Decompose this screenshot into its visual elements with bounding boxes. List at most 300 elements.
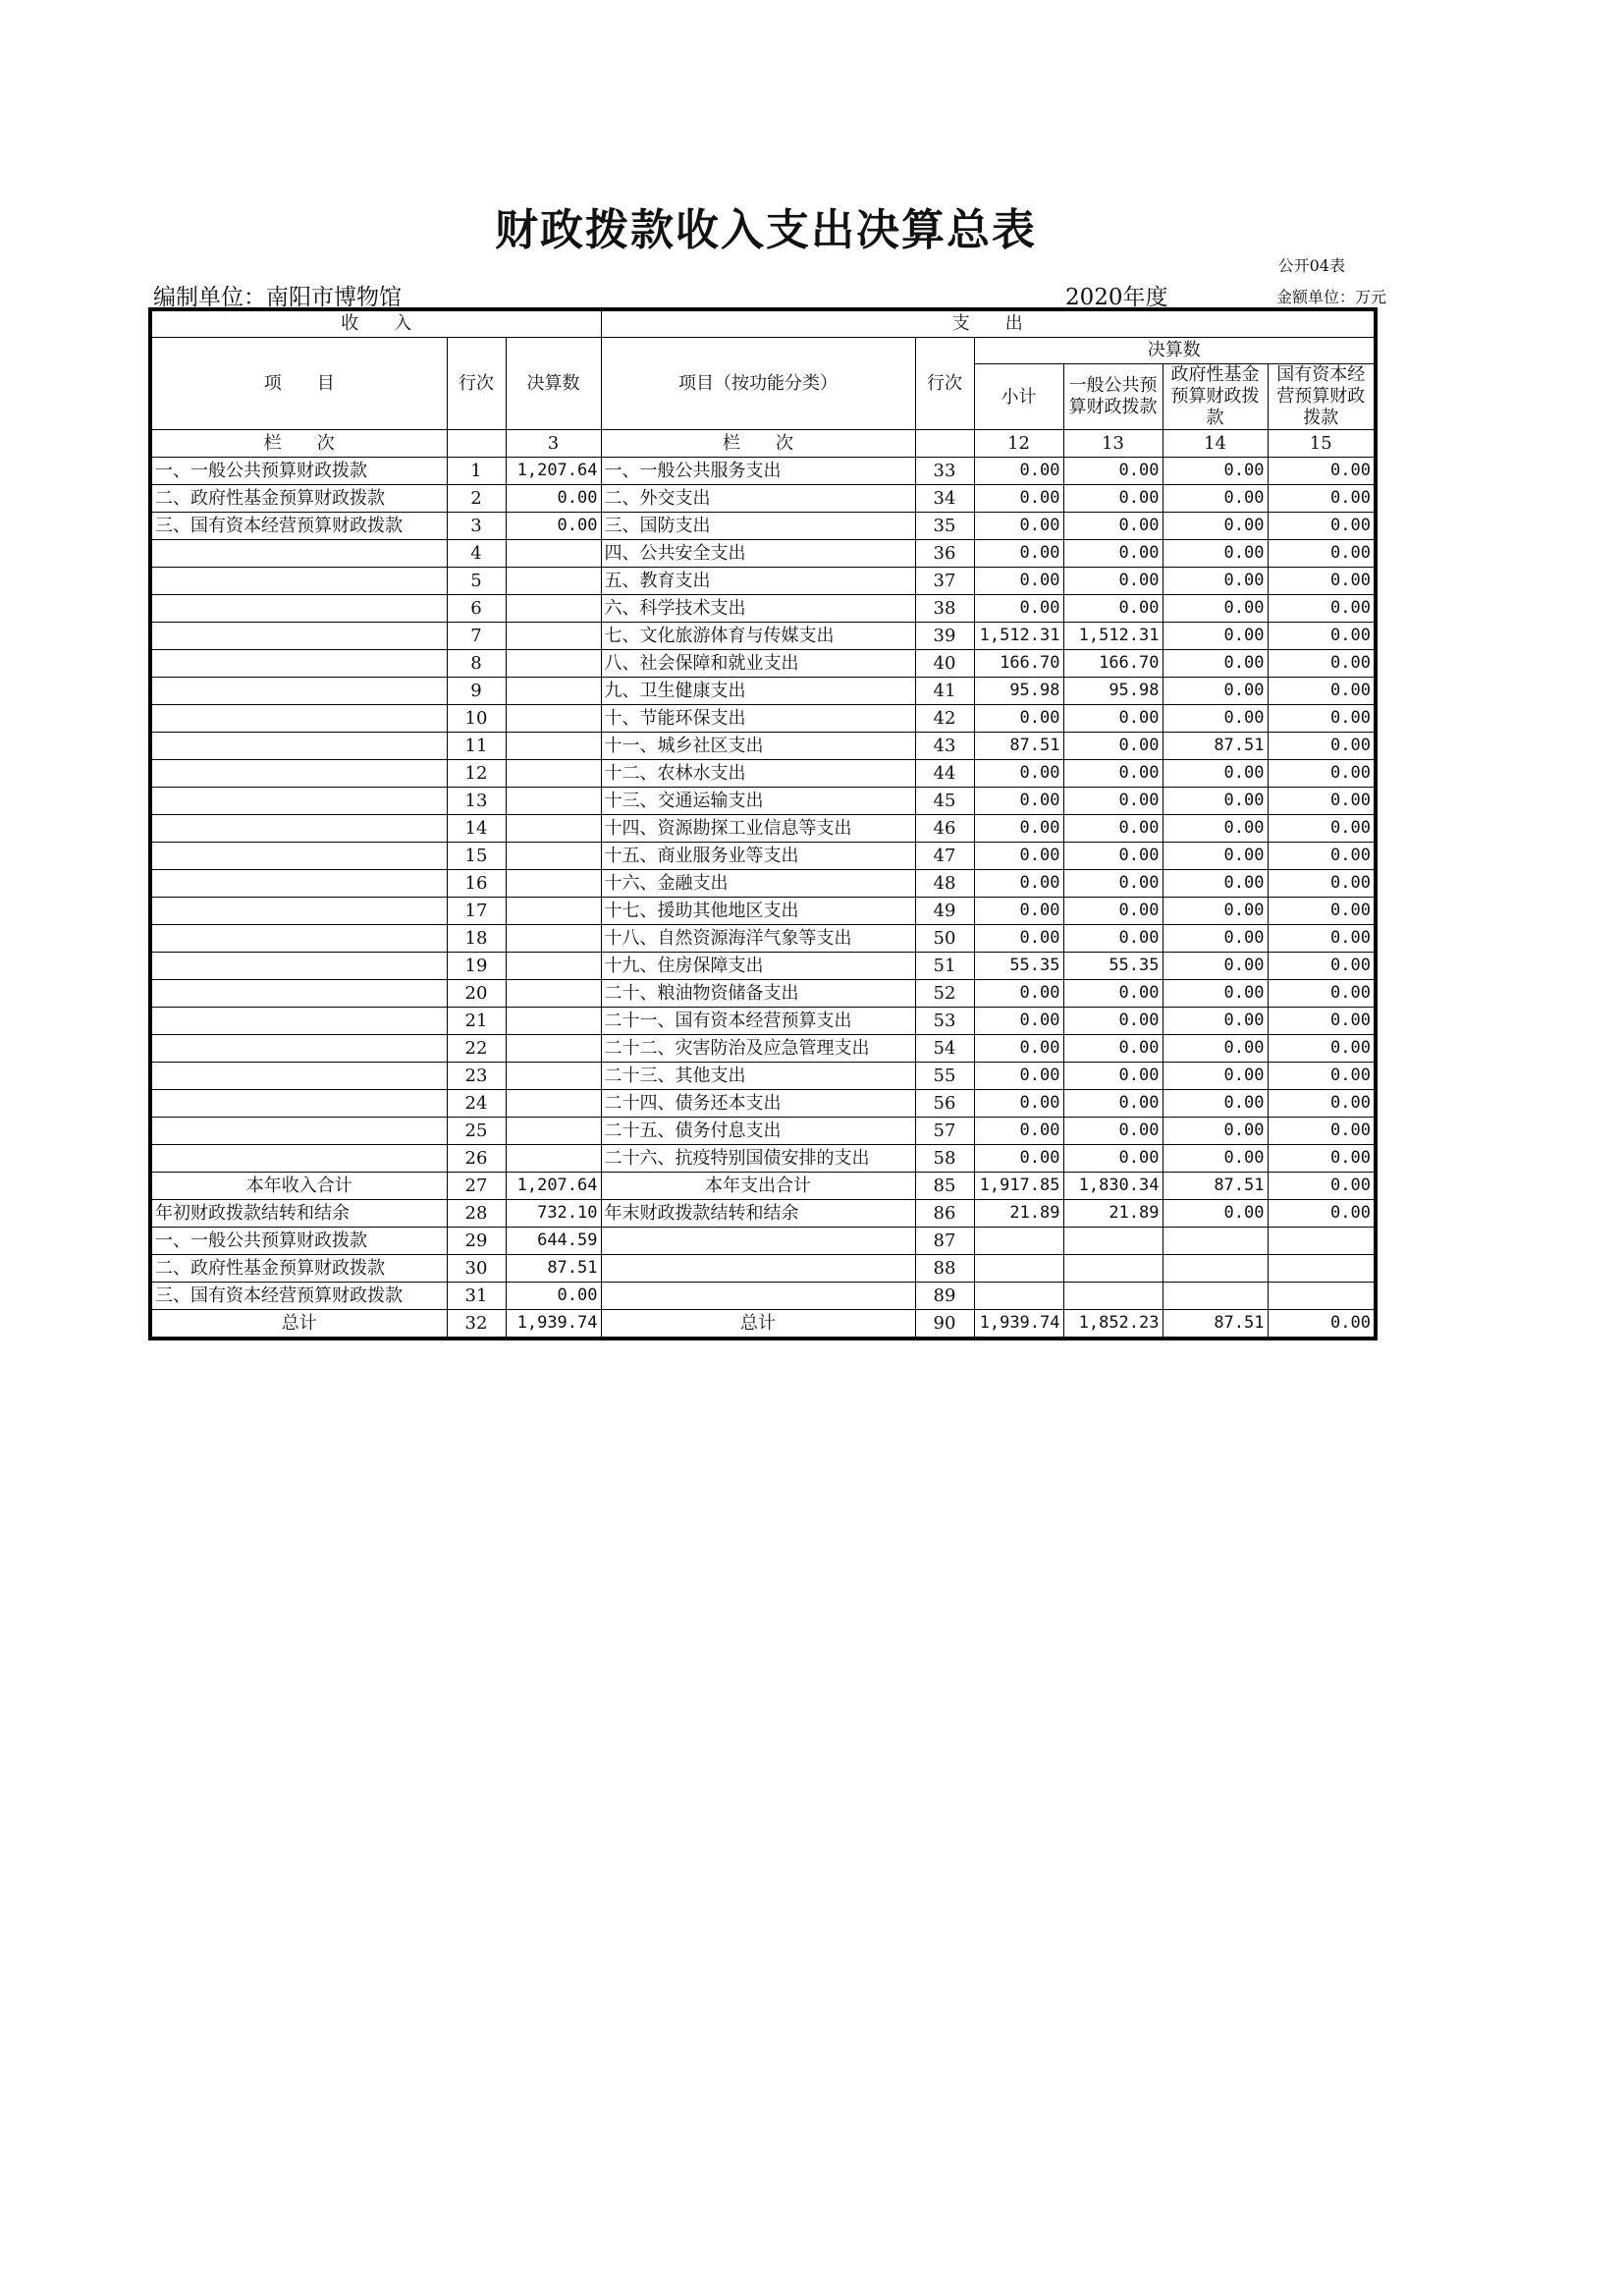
gov-fund-value: 0.00 [1163, 1008, 1268, 1035]
subtotal-value: 0.00 [974, 458, 1063, 485]
expense-item: 十三、交通运输支出 [601, 788, 915, 815]
empty-cell [1268, 1228, 1376, 1255]
general-value: 55.35 [1063, 953, 1163, 980]
expense-line-no: 49 [915, 898, 974, 925]
expense-line-no: 47 [915, 843, 974, 870]
gov-fund-value: 0.00 [1163, 953, 1268, 980]
general-value: 0.00 [1063, 733, 1163, 760]
table-row [150, 1063, 1376, 1090]
table-row [150, 1090, 1376, 1118]
income-amount [506, 870, 601, 898]
income-item [150, 733, 447, 760]
state-capital-value: 0.00 [1268, 760, 1376, 788]
general-value: 1,852.23 [1063, 1310, 1163, 1339]
income-amount: 644.59 [506, 1228, 601, 1255]
state-capital-value: 0.00 [1268, 980, 1376, 1008]
general-value: 0.00 [1063, 1063, 1163, 1090]
table-row [150, 925, 1376, 953]
income-amount [506, 1063, 601, 1090]
income-amount-header: 决算数 [506, 338, 601, 430]
state-capital-value: 0.00 [1268, 953, 1376, 980]
table-row [150, 485, 1376, 513]
general-value: 0.00 [1063, 925, 1163, 953]
expense-header: 支 出 [601, 309, 1376, 338]
subtotal-value: 1,512.31 [974, 623, 1063, 650]
expense-item: 二十三、其他支出 [601, 1063, 915, 1090]
general-value: 1,830.34 [1063, 1173, 1163, 1200]
gov-fund-value: 0.00 [1163, 980, 1268, 1008]
gov-fund-value: 0.00 [1163, 815, 1268, 843]
income-line-no: 4 [447, 540, 506, 568]
income-amount: 0.00 [506, 1283, 601, 1310]
gov-fund-value: 0.00 [1163, 843, 1268, 870]
expense-line-no: 57 [915, 1118, 974, 1145]
general-value: 0.00 [1063, 815, 1163, 843]
income-amount [506, 925, 601, 953]
empty-cell [1268, 1255, 1376, 1283]
income-item [150, 843, 447, 870]
expense-line-no: 48 [915, 870, 974, 898]
income-line-no: 17 [447, 898, 506, 925]
expense-item: 十七、援助其他地区支出 [601, 898, 915, 925]
table-row [150, 678, 1376, 705]
income-amount [506, 788, 601, 815]
gov-fund-value: 0.00 [1163, 650, 1268, 678]
expense-line-no: 55 [915, 1063, 974, 1090]
income-amount: 1,939.74 [506, 1310, 601, 1339]
income-line-no: 8 [447, 650, 506, 678]
expense-item-header: 项目（按功能分类） [601, 338, 915, 430]
table-row [150, 788, 1376, 815]
income-item: 年初财政拨款结转和结余 [150, 1200, 447, 1228]
gov-fund-value: 0.00 [1163, 623, 1268, 650]
subtotal-value: 0.00 [974, 1118, 1063, 1145]
empty-cell [1163, 1255, 1268, 1283]
subtotal-value: 0.00 [974, 925, 1063, 953]
expense-line-no: 88 [915, 1255, 974, 1283]
expense-line-no: 85 [915, 1173, 974, 1200]
income-amount [506, 980, 601, 1008]
empty-cell [1163, 1283, 1268, 1310]
expense-column-label: 栏 次 [601, 430, 915, 458]
gov-fund-value: 0.00 [1163, 513, 1268, 540]
income-line-no: 9 [447, 678, 506, 705]
subtotal-value: 0.00 [974, 788, 1063, 815]
income-amount [506, 623, 601, 650]
gov-fund-value: 87.51 [1163, 733, 1268, 760]
income-amount [506, 815, 601, 843]
general-value: 0.00 [1063, 980, 1163, 1008]
income-item [150, 540, 447, 568]
income-line-no: 6 [447, 595, 506, 623]
income-item: 三、国有资本经营预算财政拨款 [150, 513, 447, 540]
expense-item: 七、文化旅游体育与传媒支出 [601, 623, 915, 650]
gov-fund-value: 0.00 [1163, 458, 1268, 485]
general-value: 0.00 [1063, 1145, 1163, 1173]
expense-grand-total-label: 总计 [601, 1310, 915, 1339]
form-number: 公开04表 [1277, 256, 1345, 275]
state-capital-value: 0.00 [1268, 1145, 1376, 1173]
expense-line-no: 46 [915, 815, 974, 843]
expense-line-no: 52 [915, 980, 974, 1008]
subtotal-value: 0.00 [974, 815, 1063, 843]
income-total-label: 本年收入合计 [150, 1173, 447, 1200]
gov-fund-value: 0.00 [1163, 485, 1268, 513]
expense-line-no: 42 [915, 705, 974, 733]
empty-cell [974, 1255, 1063, 1283]
expense-line-no: 87 [915, 1228, 974, 1255]
income-amount [506, 568, 601, 595]
general-value: 0.00 [1063, 1118, 1163, 1145]
expense-item: 年末财政拨款结转和结余 [601, 1200, 915, 1228]
expense-line-no: 37 [915, 568, 974, 595]
expense-line-no: 39 [915, 623, 974, 650]
expense-line-no: 40 [915, 650, 974, 678]
column-15: 15 [1268, 430, 1376, 458]
income-item [150, 1008, 447, 1035]
income-item: 二、政府性基金预算财政拨款 [150, 1255, 447, 1283]
gov-fund-value: 0.00 [1163, 1063, 1268, 1090]
subtotal-value: 87.51 [974, 733, 1063, 760]
table-row [150, 540, 1376, 568]
income-amount [506, 843, 601, 870]
income-line-no: 10 [447, 705, 506, 733]
gov-fund-header: 政府性基金预算财政拨款 [1163, 364, 1268, 430]
table-row [150, 1283, 1376, 1310]
income-item [150, 980, 447, 1008]
gov-fund-value: 87.51 [1163, 1173, 1268, 1200]
expense-item: 五、教育支出 [601, 568, 915, 595]
gov-fund-value: 0.00 [1163, 678, 1268, 705]
expense-line-no: 41 [915, 678, 974, 705]
income-line-no: 7 [447, 623, 506, 650]
income-item [150, 760, 447, 788]
expense-line-no: 51 [915, 953, 974, 980]
general-value: 0.00 [1063, 788, 1163, 815]
general-value: 21.89 [1063, 1200, 1163, 1228]
income-item [150, 568, 447, 595]
income-line-no: 21 [447, 1008, 506, 1035]
state-capital-value: 0.00 [1268, 1310, 1376, 1339]
subtotal-value: 0.00 [974, 760, 1063, 788]
expense-item: 六、科学技术支出 [601, 595, 915, 623]
subtotal-value: 0.00 [974, 898, 1063, 925]
income-line-no: 27 [447, 1173, 506, 1200]
empty-cell [601, 1228, 915, 1255]
subtotal-value: 95.98 [974, 678, 1063, 705]
expense-column-line-blank [915, 430, 974, 458]
general-value: 0.00 [1063, 870, 1163, 898]
expense-line-no: 45 [915, 788, 974, 815]
income-item: 一、一般公共预算财政拨款 [150, 1228, 447, 1255]
gov-fund-value: 0.00 [1163, 1200, 1268, 1228]
gov-fund-value: 0.00 [1163, 595, 1268, 623]
expense-item: 十九、住房保障支出 [601, 953, 915, 980]
income-amount: 1,207.64 [506, 458, 601, 485]
income-line-no: 29 [447, 1228, 506, 1255]
subtotal-value: 0.00 [974, 1145, 1063, 1173]
table-row [150, 760, 1376, 788]
expense-item: 十六、金融支出 [601, 870, 915, 898]
state-capital-value: 0.00 [1268, 1063, 1376, 1090]
gov-fund-value: 0.00 [1163, 1145, 1268, 1173]
state-capital-value: 0.00 [1268, 513, 1376, 540]
table-row [150, 1255, 1376, 1283]
subtotal-value: 0.00 [974, 1063, 1063, 1090]
expense-item: 一、一般公共服务支出 [601, 458, 915, 485]
subtotal-value: 0.00 [974, 1035, 1063, 1063]
general-value: 0.00 [1063, 458, 1163, 485]
state-capital-value: 0.00 [1268, 898, 1376, 925]
expense-item: 十五、商业服务业等支出 [601, 843, 915, 870]
subtotal-value: 21.89 [974, 1200, 1063, 1228]
general-value: 1,512.31 [1063, 623, 1163, 650]
empty-cell [601, 1255, 915, 1283]
subtotal-value: 0.00 [974, 980, 1063, 1008]
state-capital-value: 0.00 [1268, 1118, 1376, 1145]
income-item [150, 925, 447, 953]
income-item: 二、政府性基金预算财政拨款 [150, 485, 447, 513]
income-item [150, 788, 447, 815]
table-row [150, 705, 1376, 733]
general-value: 0.00 [1063, 1008, 1163, 1035]
income-line-no: 26 [447, 1145, 506, 1173]
state-capital-value: 0.00 [1268, 1200, 1376, 1228]
income-line-no: 18 [447, 925, 506, 953]
fiscal-year: 2020年度 [1065, 285, 1168, 310]
final-amount-group-header: 决算数 [974, 338, 1376, 364]
gov-fund-value: 0.00 [1163, 1090, 1268, 1118]
state-capital-value: 0.00 [1268, 733, 1376, 760]
general-value: 0.00 [1063, 760, 1163, 788]
income-item [150, 1145, 447, 1173]
subtotal-value: 1,939.74 [974, 1310, 1063, 1339]
state-capital-value: 0.00 [1268, 650, 1376, 678]
income-line-no: 20 [447, 980, 506, 1008]
income-amount [506, 705, 601, 733]
income-amount [506, 678, 601, 705]
expense-item: 二十四、债务还本支出 [601, 1090, 915, 1118]
subtotal-value: 0.00 [974, 1008, 1063, 1035]
income-grand-total-label: 总计 [150, 1310, 447, 1339]
gov-fund-value: 0.00 [1163, 1118, 1268, 1145]
expense-line-no: 34 [915, 485, 974, 513]
expense-line-no: 89 [915, 1283, 974, 1310]
state-capital-value: 0.00 [1268, 595, 1376, 623]
state-capital-value: 0.00 [1268, 705, 1376, 733]
income-item [150, 953, 447, 980]
income-line-no: 23 [447, 1063, 506, 1090]
income-line-no: 16 [447, 870, 506, 898]
gov-fund-value: 0.00 [1163, 898, 1268, 925]
income-amount [506, 898, 601, 925]
income-line-no: 19 [447, 953, 506, 980]
expense-item: 八、社会保障和就业支出 [601, 650, 915, 678]
column-label: 栏 次 [150, 430, 447, 458]
income-line-no: 30 [447, 1255, 506, 1283]
income-amount [506, 1118, 601, 1145]
subtotal-value: 166.70 [974, 650, 1063, 678]
general-value: 0.00 [1063, 1090, 1163, 1118]
income-amount [506, 760, 601, 788]
income-item [150, 623, 447, 650]
table-row [150, 595, 1376, 623]
state-capital-value: 0.00 [1268, 678, 1376, 705]
empty-cell [1268, 1283, 1376, 1310]
gov-fund-value: 0.00 [1163, 568, 1268, 595]
expense-item: 十八、自然资源海洋气象等支出 [601, 925, 915, 953]
table-header [150, 309, 1376, 458]
expense-item: 二、外交支出 [601, 485, 915, 513]
gov-fund-value: 0.00 [1163, 788, 1268, 815]
income-item [150, 595, 447, 623]
state-capital-value: 0.00 [1268, 870, 1376, 898]
expense-item: 二十、粮油物资储备支出 [601, 980, 915, 1008]
table-row [150, 458, 1376, 485]
page-title: 财政拨款收入支出决算总表 [495, 205, 1037, 255]
expense-item: 二十二、灾害防治及应急管理支出 [601, 1035, 915, 1063]
income-line-no: 5 [447, 568, 506, 595]
state-capital-value: 0.00 [1268, 568, 1376, 595]
expense-line-no: 50 [915, 925, 974, 953]
expense-line-no: 53 [915, 1008, 974, 1035]
expense-line-no: 35 [915, 513, 974, 540]
income-item [150, 815, 447, 843]
general-value: 0.00 [1063, 705, 1163, 733]
income-amount [506, 1145, 601, 1173]
income-amount: 0.00 [506, 513, 601, 540]
state-capital-header: 国有资本经营预算财政拨款 [1268, 364, 1376, 430]
income-amount: 0.00 [506, 485, 601, 513]
expense-item: 三、国防支出 [601, 513, 915, 540]
general-value: 0.00 [1063, 513, 1163, 540]
income-line-no: 24 [447, 1090, 506, 1118]
expense-line-no: 86 [915, 1200, 974, 1228]
table-row [150, 1145, 1376, 1173]
subtotal-value: 0.00 [974, 568, 1063, 595]
state-capital-value: 0.00 [1268, 815, 1376, 843]
table-row [150, 843, 1376, 870]
income-line-no: 28 [447, 1200, 506, 1228]
gov-fund-value: 0.00 [1163, 1035, 1268, 1063]
expense-item: 十二、农林水支出 [601, 760, 915, 788]
subtotal-header: 小计 [974, 364, 1063, 430]
general-value: 0.00 [1063, 898, 1163, 925]
income-line-no: 11 [447, 733, 506, 760]
state-capital-value: 0.00 [1268, 843, 1376, 870]
table-row [150, 870, 1376, 898]
income-item-header: 项 目 [150, 338, 447, 430]
empty-cell [974, 1283, 1063, 1310]
table-row [150, 568, 1376, 595]
income-item [150, 1035, 447, 1063]
income-item [150, 678, 447, 705]
empty-cell [1163, 1228, 1268, 1255]
gov-fund-value: 0.00 [1163, 870, 1268, 898]
subtotal-value: 0.00 [974, 870, 1063, 898]
income-amount [506, 1008, 601, 1035]
table-row [150, 980, 1376, 1008]
table-body [150, 458, 1376, 1339]
column-line-blank [447, 430, 506, 458]
gov-fund-value: 0.00 [1163, 540, 1268, 568]
income-item [150, 1063, 447, 1090]
table-row [150, 1008, 1376, 1035]
gov-fund-value: 0.00 [1163, 925, 1268, 953]
income-line-no: 22 [447, 1035, 506, 1063]
state-capital-value: 0.00 [1268, 788, 1376, 815]
state-capital-value: 0.00 [1268, 623, 1376, 650]
table-row [150, 815, 1376, 843]
column-3: 3 [506, 430, 601, 458]
expense-line-no: 44 [915, 760, 974, 788]
gov-fund-value: 0.00 [1163, 760, 1268, 788]
income-line-no: 3 [447, 513, 506, 540]
subtotal-value: 0.00 [974, 595, 1063, 623]
general-value: 0.00 [1063, 568, 1163, 595]
table-row [150, 733, 1376, 760]
grand-total-row [150, 1310, 1376, 1339]
gov-fund-value: 0.00 [1163, 705, 1268, 733]
table-row [150, 513, 1376, 540]
income-line-no: 2 [447, 485, 506, 513]
expense-line-header: 行次 [915, 338, 974, 430]
general-value: 0.00 [1063, 1035, 1163, 1063]
reporting-unit: 编制单位：南阳市博物馆 [153, 285, 402, 310]
income-item: 一、一般公共预算财政拨款 [150, 458, 447, 485]
year-total-row [150, 1173, 1376, 1200]
expense-line-no: 56 [915, 1090, 974, 1118]
income-item [150, 650, 447, 678]
income-amount [506, 953, 601, 980]
income-line-no: 32 [447, 1310, 506, 1339]
income-amount [506, 1035, 601, 1063]
empty-cell [1063, 1228, 1163, 1255]
expense-line-no: 38 [915, 595, 974, 623]
subtotal-value: 0.00 [974, 1090, 1063, 1118]
income-amount: 732.10 [506, 1200, 601, 1228]
income-amount [506, 595, 601, 623]
income-item [150, 1090, 447, 1118]
expense-item: 二十六、抗疫特别国债安排的支出 [601, 1145, 915, 1173]
income-amount [506, 1090, 601, 1118]
income-amount [506, 733, 601, 760]
income-amount: 1,207.64 [506, 1173, 601, 1200]
state-capital-value: 0.00 [1268, 1035, 1376, 1063]
expense-item: 四、公共安全支出 [601, 540, 915, 568]
table-row [150, 1118, 1376, 1145]
expense-item: 十四、资源勘探工业信息等支出 [601, 815, 915, 843]
table-row [150, 623, 1376, 650]
income-line-no: 13 [447, 788, 506, 815]
empty-cell [1063, 1255, 1163, 1283]
subtotal-value: 1,917.85 [974, 1173, 1063, 1200]
column-14: 14 [1163, 430, 1268, 458]
income-item [150, 1118, 447, 1145]
expense-line-no: 36 [915, 540, 974, 568]
income-amount [506, 540, 601, 568]
column-13: 13 [1063, 430, 1163, 458]
subtotal-value: 55.35 [974, 953, 1063, 980]
income-line-header: 行次 [447, 338, 506, 430]
general-value: 0.00 [1063, 843, 1163, 870]
expense-item: 十一、城乡社区支出 [601, 733, 915, 760]
income-header: 收 入 [150, 309, 601, 338]
general-value: 95.98 [1063, 678, 1163, 705]
state-capital-value: 0.00 [1268, 1090, 1376, 1118]
income-amount [506, 650, 601, 678]
income-line-no: 1 [447, 458, 506, 485]
